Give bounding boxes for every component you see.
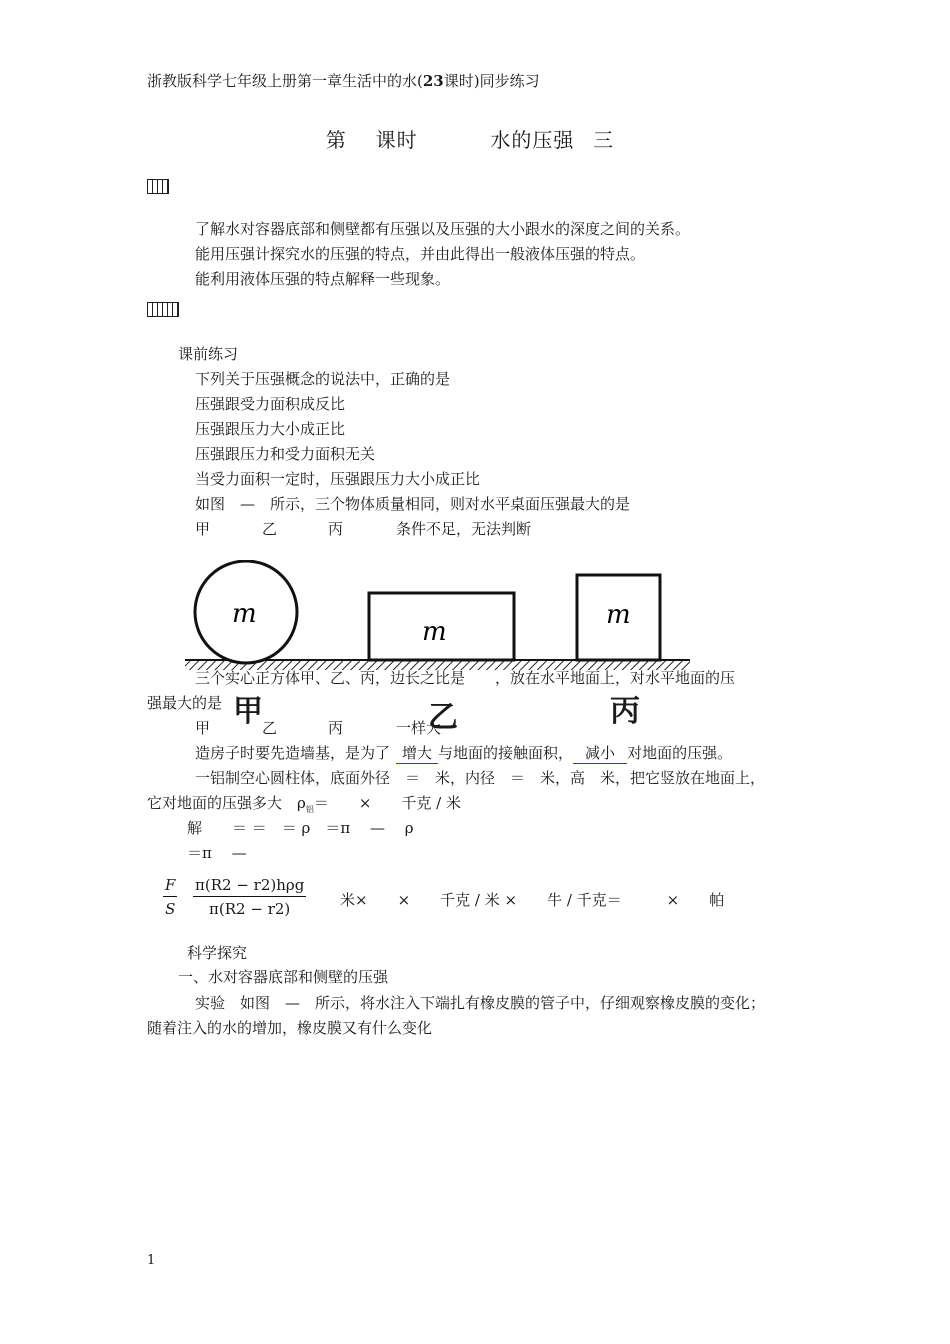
fraction-pressure-formula (193, 876, 306, 918)
q3-option-d: 一样大 (396, 719, 442, 737)
formula-denominator: π(R2 − r2) (209, 900, 291, 918)
solution-line1: 解 ＝ ＝ ＝ ρ ＝π — ρ (187, 819, 414, 837)
title-part3: 水的压强 (490, 128, 575, 152)
section-marker-content (147, 302, 179, 317)
question-5-line2 (147, 792, 461, 815)
header-bold: 23 (422, 72, 444, 90)
inquiry-subheading: 一、水对容器底部和侧壁的压强 (178, 968, 389, 986)
q4-suffix: 对地面的压强。 (627, 744, 733, 762)
q1-option-b: 压强跟压力大小成正比 (195, 420, 346, 438)
q2-option-a: 甲 (195, 520, 211, 538)
doc-header (147, 70, 540, 91)
q3-option-b: 乙 (262, 719, 278, 737)
question-5-line1: 一铝制空心圆柱体，底面外径 ＝ 米，内径 ＝ 米，高 米，把它竖放在地面上， (195, 769, 766, 787)
q1-option-d: 当受力面积一定时，压强跟压力大小成正比 (195, 470, 481, 488)
preclass-heading: 课前练习 (178, 345, 239, 363)
mass-label-bing: m (606, 600, 631, 630)
formula-numerator: π(R2 − r2)hρg (193, 876, 306, 897)
q2-option-b: 乙 (262, 520, 278, 538)
question-3-line2: 强最大的是 (147, 694, 223, 712)
q5-subscript: 铝 (305, 805, 314, 814)
mass-label-yi: m (422, 617, 447, 647)
figure-label-yi: 乙 (428, 700, 458, 735)
title-part1: 第 (325, 128, 347, 152)
figure-label-bing: 丙 (610, 694, 640, 729)
page-number: 1 (147, 1253, 156, 1268)
header-prefix: 浙教版科学七年级上册第一章生活中的水( (147, 72, 423, 90)
solution-tail: 米× × 千克 / 米 × 牛 / 千克＝ × 帕 (340, 891, 725, 909)
q3-option-c: 丙 (328, 719, 344, 737)
q4-middle: 与地面的接触面积， (438, 744, 574, 762)
lesson-title (0, 124, 940, 153)
question-3-line1: 三个实心正方体甲、乙、丙，边长之比是 ，放在水平地面上，对水平地面的压 (195, 669, 736, 687)
section-marker-objectives (147, 179, 169, 194)
question-1: 下列关于压强概念的说法中，正确的是 (195, 370, 451, 388)
objective-2: 能用压强计探究水的压强的特点，并由此得出一般液体压强的特点。 (195, 245, 646, 263)
header-suffix: 课时)同步练习 (443, 72, 540, 90)
solution-line2: ＝π — (187, 844, 247, 862)
experiment-line2: 随着注入的水的增加，橡皮膜又有什么变化 (147, 1019, 433, 1037)
q5-line2-b: ＝ × 千克 / 米 (313, 794, 461, 812)
q4-blank-2: 减小 (573, 742, 627, 764)
fraction-s: S (165, 900, 176, 918)
mass-label-jia: m (232, 599, 257, 629)
experiment-line1: 实验 如图 — 所示，将水注入下端扎有橡皮膜的管子中，仔细观察橡皮膜的变化； (195, 994, 766, 1012)
q4-blank-1: 增大 (396, 742, 438, 764)
title-part2: 课时 (375, 128, 418, 152)
q4-prefix: 造房子时要先造墙基，是为了 (195, 744, 391, 762)
q2-option-c: 丙 (328, 520, 344, 538)
q2-option-d: 条件不足，无法判断 (396, 520, 532, 538)
q1-option-c: 压强跟压力和受力面积无关 (195, 445, 376, 463)
question-4 (195, 742, 732, 764)
q1-option-a: 压强跟受力面积成反比 (195, 395, 346, 413)
question-2: 如图 — 所示，三个物体质量相同，则对水平桌面压强最大的是 (195, 495, 631, 513)
fraction-f-over-s (163, 876, 177, 918)
q3-option-a: 甲 (195, 719, 211, 737)
title-part4: 三 (593, 128, 615, 152)
fraction-f: F (163, 876, 177, 897)
objective-1: 了解水对容器底部和侧壁都有压强以及压强的大小跟水的深度之间的关系。 (195, 220, 691, 238)
q5-line2-a: 它对地面的压强多大 ρ (147, 794, 306, 812)
objective-3: 能利用液体压强的特点解释一些现象。 (195, 270, 451, 288)
figure-label-jia: 甲 (233, 694, 263, 729)
inquiry-heading: 科学探究 (187, 944, 248, 962)
